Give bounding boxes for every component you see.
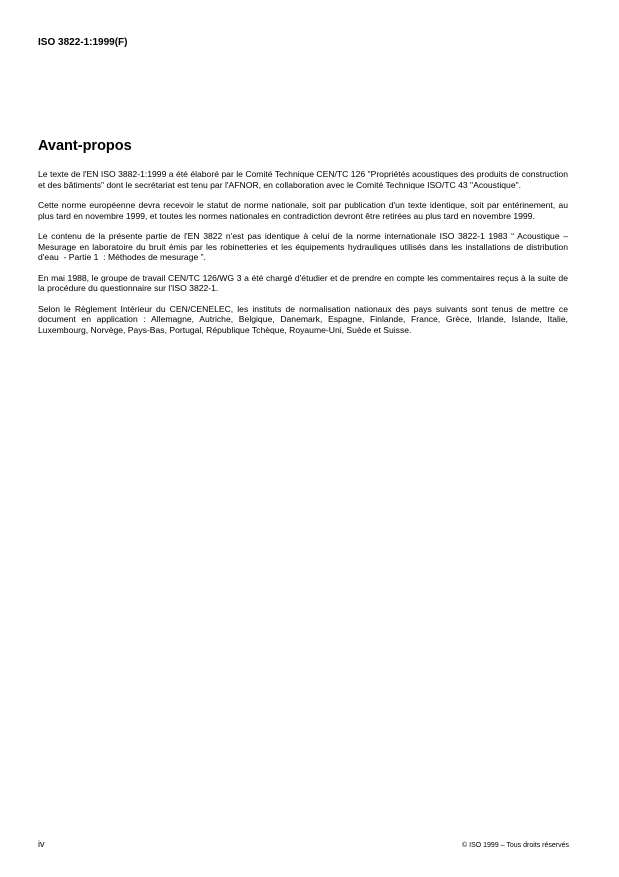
paragraph: Le contenu de la présente partie de l'EN 3822 n'est pas identique à celui de la norme internationale ISO 3822-1 1983 “ Acoustique – Mesurage en laboratoire du bruit émis par les robinetteries et les équipements hydrauliques utilisés dans les installations de distribution d'eau - Partie 1 : Méthodes de mesurage ”. (38, 231, 571, 262)
page-number: iv (38, 839, 45, 849)
section-title: Avant-propos (38, 138, 132, 154)
document-identifier: ISO 3822-1:1999(F) (38, 37, 128, 48)
copyright-notice: © ISO 1999 – Tous droits réservés (462, 842, 569, 849)
paragraph: Cette norme européenne devra recevoir le statut de norme nationale, soit par publication d'un texte identique, soit par entérinement, au plus tard en novembre 1999, et toutes les normes nationales en contradiction devront être retirées au plus tard en novembre 1999. (38, 200, 571, 221)
paragraph: En mai 1988, le groupe de travail CEN/TC 126/WG 3 a été chargé d'étudier et de prendre en compte les commentaires reçus à la suite de la procédure du questionnaire sur l'ISO 3822-1. (38, 272, 571, 293)
paragraph: Selon le Règlement Intérieur du CEN/CENELEC, les instituts de normalisation nationaux des pays suivants sont tenus de mettre ce document en application : Allemagne, Autriche, Belgique, Danemark, Espagne, Finlande, France, Grèce, Irlande, Islande, Italie, Luxembourg, Norvège, Pays-Bas, Portugal, République Tchèque, Royaume-Uni, Suède et Suisse. (38, 303, 571, 335)
paragraph: Le texte de l'EN ISO 3882-1:1999 a été élaboré par le Comité Technique CEN/TC 126 "Propriétés acoustiques des produits de construction et des bâtiments" dont le secrétariat est tenu par l'AFNOR, en collaboration avec le Comité Technique ISO/TC 43 "Acoustique". (38, 169, 571, 190)
body-text (38, 169, 571, 345)
page-footer (38, 839, 569, 849)
